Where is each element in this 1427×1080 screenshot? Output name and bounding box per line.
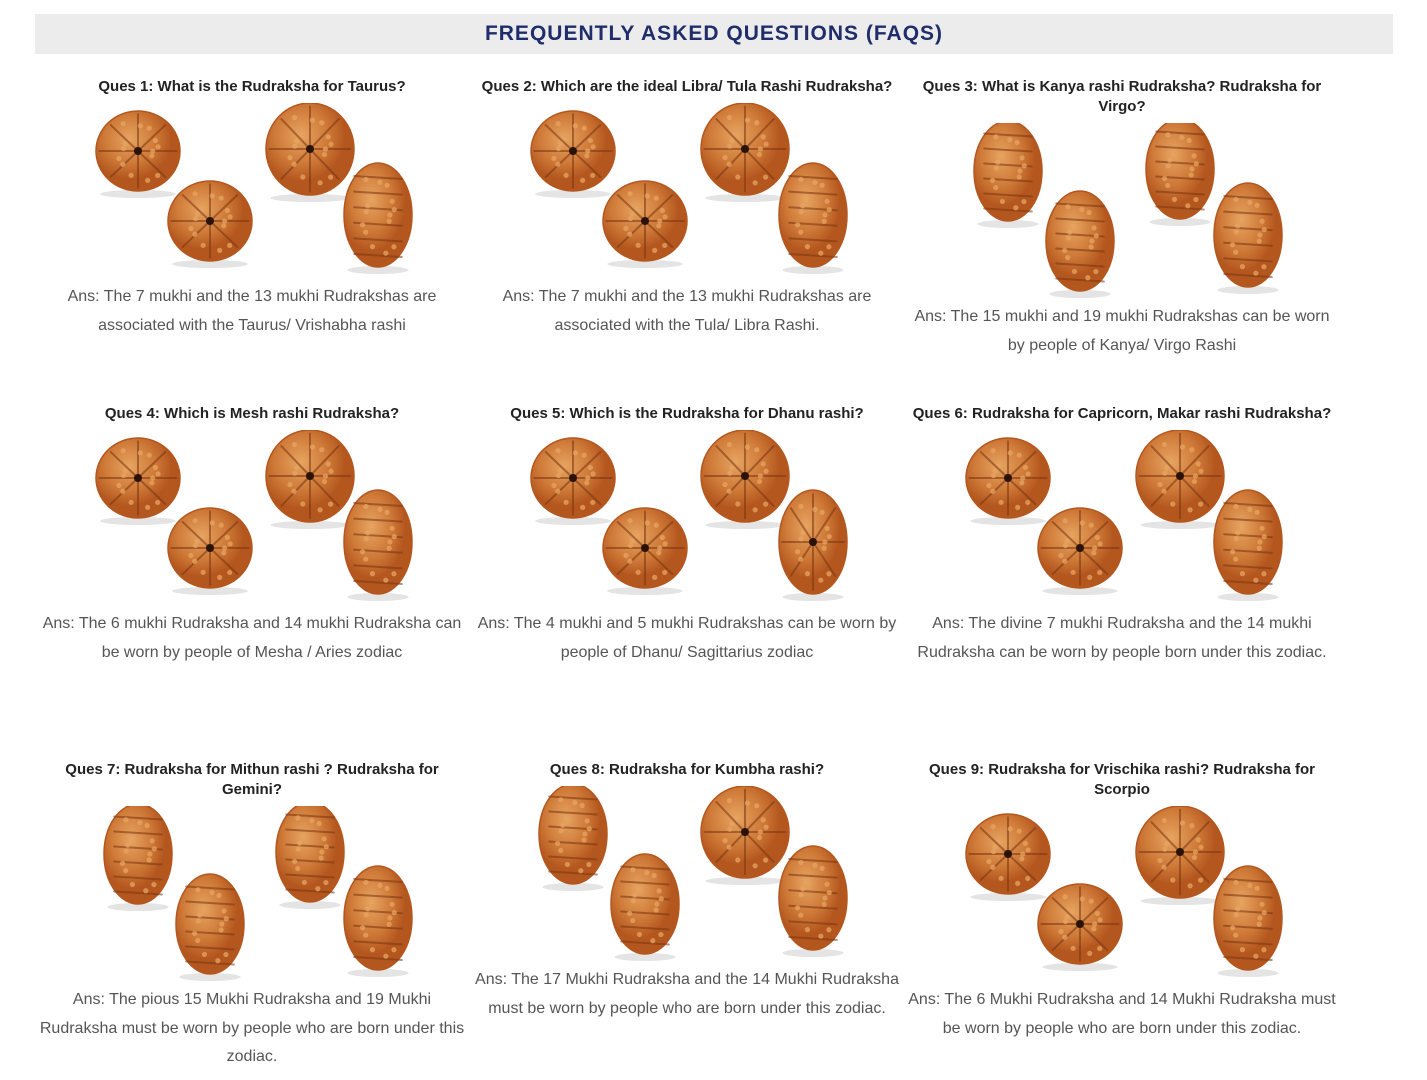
rudraksha-image — [952, 806, 1292, 986]
rudraksha-image — [82, 806, 422, 986]
oval-bead — [974, 123, 1042, 228]
rudraksha-image — [517, 430, 857, 610]
faq-item-9 — [906, 760, 1338, 1043]
round-bead — [966, 814, 1050, 901]
round-bead — [266, 103, 354, 202]
round-bead — [266, 430, 354, 529]
page-title: FREQUENTLY ASKED QUESTIONS (FAQS) — [484, 22, 944, 45]
faq-question: Ques 3: What is Kanya rashi Rudraksha? Rudraksha for Virgo? — [922, 78, 1322, 115]
faq-item-4 — [36, 404, 468, 667]
oval-bead — [1046, 191, 1114, 298]
faq-answer: Ans: The 4 mukhi and 5 mukhi Rudrakshas can be worn by people of Dhanu/ Sagittarius zodiac — [477, 615, 897, 661]
faq-item-7 — [36, 760, 468, 1072]
oval-bead — [1214, 490, 1282, 601]
oval-bead — [539, 786, 607, 891]
round-bead — [701, 103, 789, 202]
oval-bead — [344, 866, 412, 977]
round-bead — [1136, 806, 1224, 905]
oval-bead — [344, 490, 412, 601]
faq-item-8 — [471, 760, 903, 1023]
faq-question: Ques 2: Which are the ideal Libra/ Tula Rashi Rudraksha? — [481, 78, 893, 95]
round-bead — [701, 786, 789, 885]
faq-answer: Ans: The 6 mukhi Rudraksha and 14 mukhi Rudraksha can be worn by people of Mesha / Aries zodiac — [42, 615, 462, 661]
faq-answer: Ans: The 15 mukhi and 19 mukhi Rudrakshas can be worn by people of Kanya/ Virgo Rashi — [914, 308, 1330, 354]
faq-answer: Ans: The pious 15 Mukhi Rudraksha and 19 Mukhi Rudraksha must be worn by people who are born under this zodiac. — [39, 991, 465, 1065]
faq-answer: Ans: The 7 mukhi and the 13 mukhi Rudrakshas are associated with the Tula/ Libra Rashi. — [502, 288, 872, 334]
faq-question: Ques 6: Rudraksha for Capricorn, Makar rashi Rudraksha? — [912, 405, 1332, 422]
rudraksha-image — [952, 123, 1292, 303]
faq-question: Ques 7: Rudraksha for Mithun rashi ? Rudraksha for Gemini? — [65, 761, 439, 798]
faq-item-6 — [906, 404, 1338, 667]
round-bead — [531, 438, 615, 525]
faq-question: Ques 8: Rudraksha for Kumbha rashi? — [549, 761, 825, 778]
round-bead — [966, 438, 1050, 525]
oval-bead — [779, 846, 847, 957]
faq-answer: Ans: The 6 Mukhi Rudraksha and 14 Mukhi Rudraksha must be worn by people who are born under this zodiac. — [908, 991, 1336, 1037]
faq-answer: Ans: The 7 mukhi and the 13 mukhi Rudrakshas are associated with the Taurus/ Vrishabha rashi — [67, 288, 437, 334]
faq-item-2 — [471, 77, 903, 340]
rudraksha-image — [952, 430, 1292, 610]
faq-question: Ques 9: Rudraksha for Vrischika rashi? Rudraksha for Scorpio — [929, 761, 1315, 798]
round-bead — [701, 430, 789, 529]
oval-bead — [1214, 183, 1282, 294]
round-bead — [603, 508, 687, 595]
rudraksha-image — [82, 103, 422, 283]
rudraksha-image — [517, 103, 857, 283]
round-bead — [531, 111, 615, 198]
round-bead — [96, 111, 180, 198]
faq-question: Ques 4: Which is Mesh rashi Rudraksha? — [104, 405, 400, 422]
faq-item-1 — [36, 77, 468, 340]
faq-question: Ques 1: What is the Rudraksha for Taurus? — [98, 78, 406, 95]
oval-bead — [176, 874, 244, 981]
round-bead — [168, 508, 252, 595]
oval-bead — [779, 163, 847, 274]
faq-answer: Ans: The divine 7 mukhi Rudraksha and the 14 mukhi Rudraksha can be worn by people born under this zodiac. — [917, 615, 1327, 661]
oval-bead — [1146, 123, 1214, 226]
faq-item-3 — [906, 77, 1338, 360]
round-bead — [779, 490, 847, 601]
oval-bead — [1214, 866, 1282, 977]
round-bead — [603, 181, 687, 268]
oval-bead — [104, 806, 172, 911]
oval-bead — [276, 806, 344, 909]
oval-bead — [344, 163, 412, 274]
round-bead — [1136, 430, 1224, 529]
faq-item-5 — [471, 404, 903, 667]
faq-question: Ques 5: Which is the Rudraksha for Dhanu rashi? — [510, 405, 864, 422]
oval-bead — [611, 854, 679, 961]
rudraksha-image — [82, 430, 422, 610]
faq-answer: Ans: The 17 Mukhi Rudraksha and the 14 Mukhi Rudraksha must be worn by people who are born under this zodiac. — [475, 971, 899, 1017]
rudraksha-image — [517, 786, 857, 966]
round-bead — [96, 438, 180, 525]
round-bead — [1038, 508, 1122, 595]
round-bead — [1038, 884, 1122, 971]
round-bead — [168, 181, 252, 268]
faq-header — [35, 14, 1393, 54]
